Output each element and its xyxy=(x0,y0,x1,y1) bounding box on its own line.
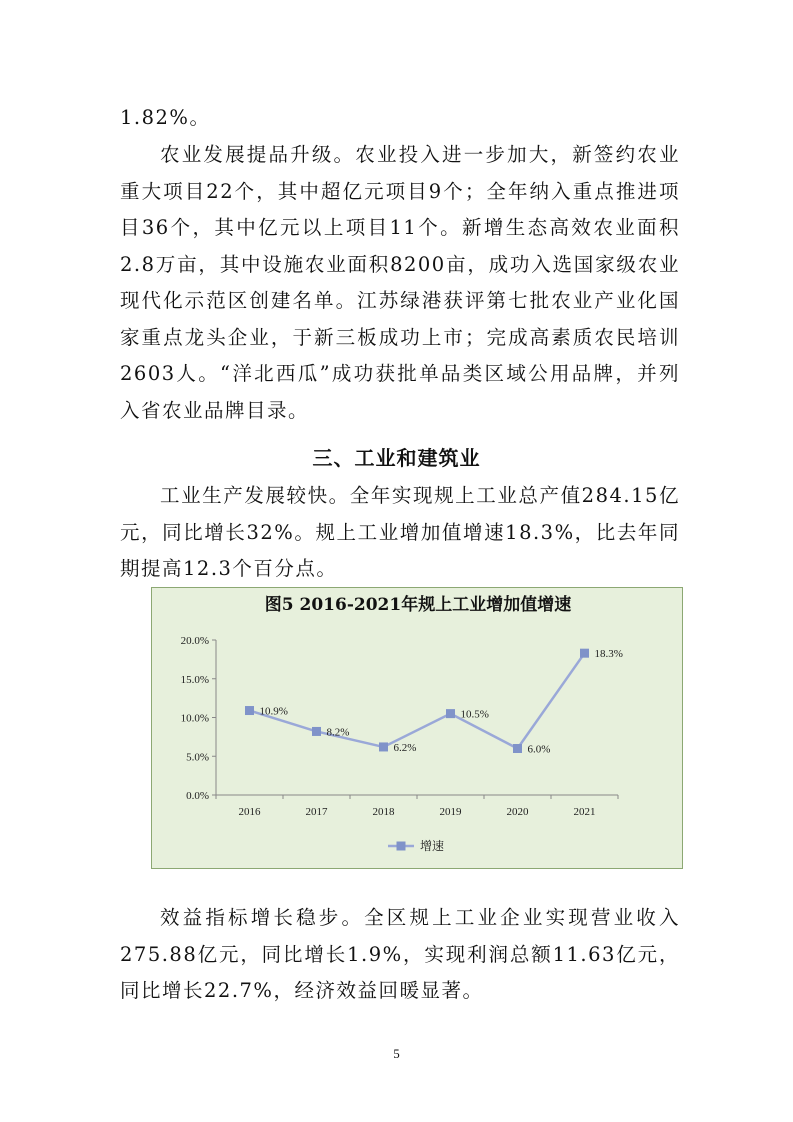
paragraph-agriculture: 农业发展提品升级。农业投入进一步加大，新签约农业重大项目22个，其中超亿元项目9个；全年纳入重点推进项目36个，其中亿元以上项目11个。新增生态高效农业面积2.8万亩，其中设施农业面积8200亩，成功入选国家级农业现代化示范区创建名单。江苏绿港获评第七批农业产业化国家重点龙头企业，于新三板成功上市；完成高素质农民培训2603人。“洋北西瓜”成功获批单品类区域公用品牌，并列入省农业品牌目录。 xyxy=(120,143,680,422)
chart-industrial-growth xyxy=(151,587,683,869)
y-tick-label: 15.0% xyxy=(180,673,209,686)
x-tick-label: 2021 xyxy=(573,806,596,818)
y-tick-label: 20.0% xyxy=(180,635,209,647)
data-label: 10.9% xyxy=(259,705,288,718)
data-point-marker xyxy=(580,649,589,658)
data-label: 18.3% xyxy=(594,648,623,661)
data-point-marker xyxy=(312,727,321,736)
x-tick-label: 2018 xyxy=(372,806,395,818)
y-tick-label: 0.0% xyxy=(186,790,209,802)
x-tick-label: 2019 xyxy=(439,806,462,818)
section-heading-industry: 三、工业和建筑业 xyxy=(312,446,481,470)
y-tick-label: 5.0% xyxy=(186,751,209,764)
x-tick-label: 2016 xyxy=(238,806,261,818)
data-label: 6.0% xyxy=(527,743,551,756)
data-label: 10.5% xyxy=(460,708,489,721)
chart-canvas xyxy=(152,588,684,870)
data-point-marker xyxy=(379,742,388,751)
paragraph-industrial-production: 工业生产发展较快。全年实现规上工业总产值284.15亿元，同比增长32%。规上工业增加值增速18.3%，比去年同期提高12.3个百分点。 xyxy=(120,484,680,580)
legend-label: 增速 xyxy=(420,839,445,853)
data-point-marker xyxy=(446,709,455,718)
x-tick-label: 2020 xyxy=(506,806,529,818)
series-line-growth xyxy=(250,653,585,748)
x-tick-label: 2017 xyxy=(305,806,328,818)
data-label: 6.2% xyxy=(393,741,417,754)
paragraph-efficiency: 效益指标增长稳步。全区规上工业企业实现营业收入275.88亿元，同比增长1.9%，实现利润总额11.63亿元，同比增长22.7%，经济效益回暖显著。 xyxy=(120,906,680,1002)
page-number: 5 xyxy=(393,1046,400,1061)
chart-title: 图5 2016-2021年规上工业增加值增速 xyxy=(264,595,572,615)
y-tick-label: 10.0% xyxy=(180,712,209,725)
data-label: 8.2% xyxy=(326,726,350,739)
paragraph-continuation: 1.82%。 xyxy=(120,106,211,129)
data-point-marker xyxy=(245,706,254,715)
data-point-marker xyxy=(513,744,522,753)
legend-marker xyxy=(397,842,406,851)
